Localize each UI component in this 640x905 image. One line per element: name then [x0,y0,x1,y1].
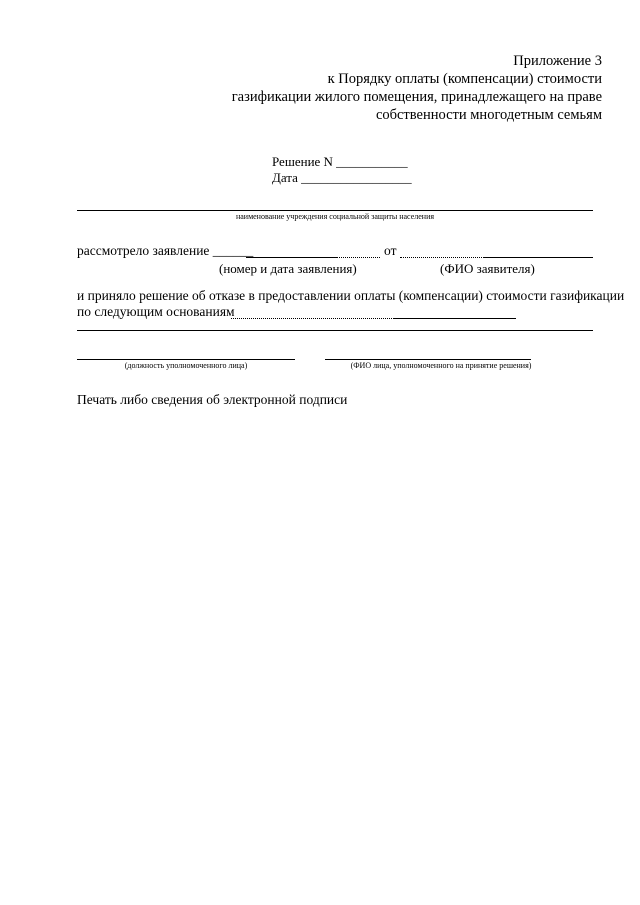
institution-caption: наименование учреждения социальной защиты населения [235,212,435,221]
position-signature-line [77,359,295,360]
number-date-caption: (номер и дата заявления) [219,261,357,276]
applicant-line [484,257,593,258]
applicant-line-dotted [400,257,484,258]
seal-text: Печать либо сведения об электронной подписи [77,392,348,407]
name-caption: (ФИО лица, уполномоченного на принятие решения) [350,361,532,370]
refusal-text-line1: и приняло решение об отказе в предоставлении оплаты (компенсации) стоимости газификации [77,288,625,303]
appendix-subtitle-line3: собственности многодетным семьям [375,107,602,123]
application-number-line-extra [336,257,380,258]
institution-line [77,210,593,211]
position-caption: (должность уполномоченного лица) [124,361,248,370]
grounds-line-dotted [231,318,394,319]
decision-date: Дата _________________ [272,170,412,185]
appendix-title: Приложение 3 [513,53,602,69]
grounds-line-2 [77,330,593,331]
appendix-subtitle-line2: газификации жилого помещения, принадлежащего на праве [231,89,602,105]
refusal-text-line2: по следующим основаниям [77,304,235,319]
grounds-line [394,318,516,319]
decision-number: Решение N ___________ [272,154,408,169]
application-number-line [246,257,336,258]
application-text: рассмотрело заявление ______ [77,243,254,258]
from-label: от [384,243,397,258]
appendix-subtitle-line1: к Порядку оплаты (компенсации) стоимости [327,71,602,87]
name-signature-line [325,359,531,360]
applicant-caption: (ФИО заявителя) [440,261,535,276]
